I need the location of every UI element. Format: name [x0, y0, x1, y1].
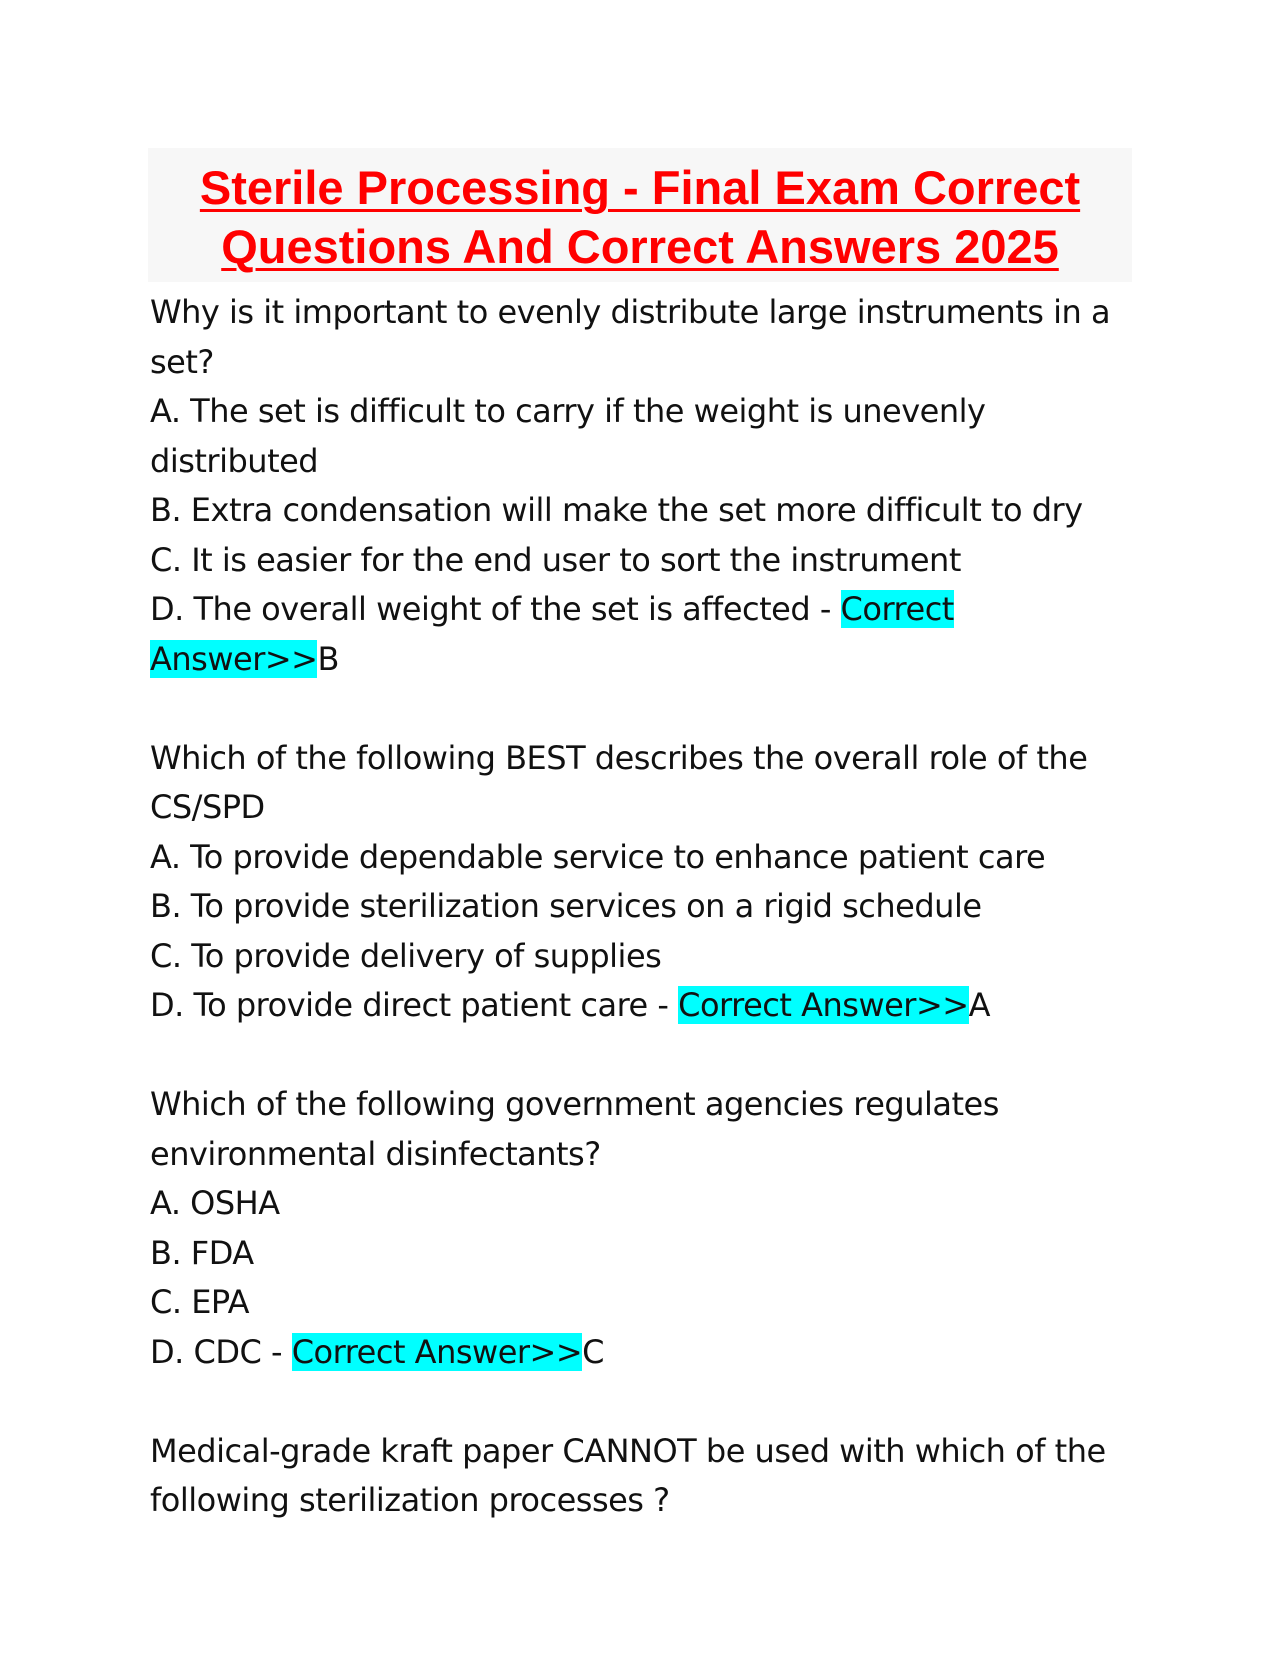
option-a: A. The set is difficult to carry if the weight is unevenly distributed: [150, 392, 986, 480]
option-d-text: D. To provide direct patient care -: [150, 986, 679, 1024]
option-b: B. Extra condensation will make the set more difficult to dry: [150, 491, 1083, 529]
question-2: [150, 734, 1130, 1031]
option-c: C. To provide delivery of supplies: [150, 936, 662, 975]
question-1: [150, 288, 1130, 684]
option-b: B. FDA: [150, 1233, 254, 1272]
correct-answer-label: Correct Answer>>: [150, 590, 954, 678]
question-list: [150, 288, 1130, 1575]
correct-answer-value: A: [968, 986, 990, 1024]
question-text: Medical-grade kraft paper CANNOT be used with which of the following sterilization processes ?: [150, 1431, 1106, 1519]
title-line-2: Questions And Correct Answers 2025: [221, 220, 1059, 273]
option-c: C. EPA: [150, 1283, 250, 1321]
option-d-text: D. CDC -: [150, 1332, 292, 1371]
document-title: [148, 148, 1132, 282]
question-3: [150, 1080, 1130, 1377]
question-text: Which of the following government agencies regulates environmental disinfectants?: [150, 1085, 999, 1173]
question-4: [150, 1427, 1130, 1526]
option-a: A. OSHA: [150, 1184, 280, 1222]
question-text: Why is it important to evenly distribute large instruments in a set?: [150, 293, 1111, 381]
option-a: A. To provide dependable service to enhance patient care: [150, 837, 1046, 876]
correct-answer-value: B: [317, 639, 339, 678]
correct-answer-label: Correct Answer>>: [291, 1332, 583, 1371]
option-d-text: D. The overall weight of the set is affected -: [150, 590, 841, 628]
option-d: [150, 1328, 1130, 1378]
option-c: C. It is easier for the end user to sort the instrument: [150, 540, 961, 579]
option-d: [150, 981, 1130, 1031]
question-text: Which of the following BEST describes the overall role of the CS/SPD: [150, 738, 1088, 826]
option-b: B. To provide sterilization services on a rigid schedule: [150, 887, 982, 925]
title-line-1: Sterile Processing - Final Exam Correct: [199, 161, 1081, 214]
correct-answer-value: C: [582, 1332, 604, 1371]
correct-answer-label: Correct Answer>>: [678, 986, 969, 1024]
option-d: [150, 585, 1130, 684]
